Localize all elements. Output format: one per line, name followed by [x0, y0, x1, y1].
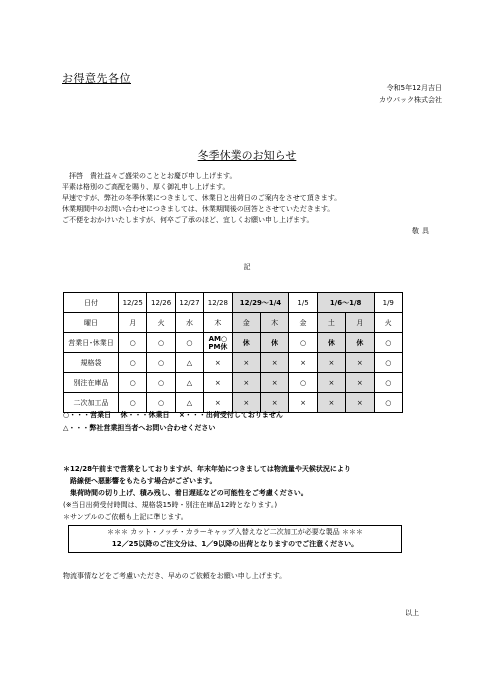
status-cell: ×: [260, 393, 288, 413]
status-cell: ○: [147, 353, 175, 373]
status-cell: ×: [232, 393, 260, 413]
status-cell: ×: [204, 353, 232, 373]
status-cell: ○: [289, 333, 317, 353]
note-line: 集荷時間の切り上げ、積み残し、着日遅延などの可能性をご考慮ください。: [63, 489, 308, 497]
status-cell: ×: [232, 373, 260, 393]
date-cell: 12/29～1/4: [232, 293, 289, 313]
company-name: カウパック株式会社: [379, 96, 442, 104]
status-cell: △: [175, 373, 203, 393]
recipient-heading: お得意先各位: [62, 72, 131, 85]
greeting-line: 平素は格別のご高配を賜り、厚く御礼申し上げます。: [62, 183, 230, 191]
notice-box: [68, 525, 402, 553]
weekday-cell: 木: [204, 313, 232, 333]
status-cell: ×: [232, 353, 260, 373]
date-cell: 1/6～1/8: [317, 293, 374, 313]
weekday-cell: 月: [346, 313, 374, 333]
notice-box-line: 12／25以降のご注文分は、1／9以降の出荷となりますのでご注意ください。: [111, 540, 359, 548]
status-cell: ○: [289, 373, 317, 393]
status-cell: 休: [317, 333, 345, 353]
row-header: 規格袋: [64, 353, 119, 373]
status-cell: ○: [147, 393, 175, 413]
status-cell: ×: [204, 393, 232, 413]
status-cell: △: [175, 353, 203, 373]
date-cell: 12/28: [204, 293, 232, 313]
status-cell: ○: [374, 393, 402, 413]
note-line: ＊12/28午前まで営業をしておりますが、年末年始につきましては物流量や天候状況により: [63, 465, 351, 473]
note-line: 路線便へ悪影響をもたらす場合がございます。: [63, 477, 217, 485]
status-cell: 休: [260, 333, 288, 353]
row-header: 日付: [64, 293, 119, 313]
status-cell: ×: [346, 393, 374, 413]
status-cell: ○: [374, 353, 402, 373]
date-cell: 12/26: [147, 293, 175, 313]
status-cell: AM○ PM休: [204, 333, 232, 353]
table-row: [64, 293, 403, 313]
footer-request: 物流事情などをご考慮いただき、早めのご依頼をお願い申し上げます。: [63, 572, 287, 580]
status-cell: 休: [232, 333, 260, 353]
weekday-cell: 土: [317, 313, 345, 333]
legend-line: △・・・弊社営業担当者へお問い合わせください: [63, 424, 216, 432]
table-row: [64, 353, 403, 373]
greeting-line: ご不便をおかけいたしますが、何卒ご了承のほど、宜しくお願い申し上げます。: [62, 216, 314, 224]
status-cell: ×: [260, 353, 288, 373]
status-cell: ×: [317, 353, 345, 373]
status-cell: ×: [289, 353, 317, 373]
status-cell: ×: [204, 373, 232, 393]
status-cell: ○: [119, 333, 147, 353]
end-marker: 以上: [405, 609, 419, 617]
status-cell: ○: [175, 333, 203, 353]
status-cell: ○: [119, 393, 147, 413]
status-cell: ×: [346, 373, 374, 393]
legend-line: ○・・・営業日 休・・・休業日 ×・・・出荷受付しておりません: [63, 411, 283, 419]
status-cell: ○: [147, 333, 175, 353]
weekday-cell: 火: [374, 313, 402, 333]
status-cell: ×: [317, 373, 345, 393]
status-cell: ○: [374, 373, 402, 393]
status-cell: ○: [374, 333, 402, 353]
row-header: 二次加工品: [64, 393, 119, 413]
ki-marker: 記: [243, 263, 251, 271]
status-cell: ○: [119, 373, 147, 393]
status-cell: ○: [147, 373, 175, 393]
table-row: [64, 333, 403, 353]
row-header: 曜日: [64, 313, 119, 333]
weekday-cell: 水: [175, 313, 203, 333]
table-row: [64, 373, 403, 393]
weekday-cell: 金: [289, 313, 317, 333]
weekday-cell: 火: [147, 313, 175, 333]
status-cell: ×: [260, 373, 288, 393]
date-cell: 12/25: [119, 293, 147, 313]
weekday-cell: 金: [232, 313, 260, 333]
greeting-line: 拝啓 貴社益々ご盛栄のこととお慶び申し上げます。: [62, 172, 237, 180]
greeting-line: 休業期間中のお問い合わせにつきましては、休業期間後の回答とさせていただきます。: [62, 205, 335, 213]
greeting-line: 早速ですが、弊社の冬季休業につきまして、休業日と出荷日のご案内をさせて頂きます。: [62, 194, 342, 202]
notice-title: 冬季休業のお知らせ: [197, 149, 297, 162]
date-cell: 1/9: [374, 293, 402, 313]
status-cell: △: [175, 393, 203, 413]
row-header: 営業日･休業日: [64, 333, 119, 353]
note-line: ＊サンプルのご依頼も上記に準じます。: [63, 513, 188, 521]
holiday-schedule-table: [63, 292, 403, 413]
date-cell: 1/5: [289, 293, 317, 313]
weekday-cell: 木: [260, 313, 288, 333]
row-header: 別注在庫品: [64, 373, 119, 393]
status-cell: 休: [346, 333, 374, 353]
weekday-cell: 月: [119, 313, 147, 333]
table-row: [64, 313, 403, 333]
status-cell: ○: [119, 353, 147, 373]
status-cell: ×: [346, 353, 374, 373]
note-line: (※当日出荷受付時間は、規格袋15時・別注在庫品12時となります。): [63, 501, 278, 509]
status-cell: ×: [317, 393, 345, 413]
notice-box-line: ＊＊＊ カット・ノッチ・カラーキャップ入替えなど二次加工が必要な製品 ＊＊＊: [107, 528, 363, 536]
status-cell: ×: [289, 393, 317, 413]
closing-phrase: 敬具: [412, 227, 432, 235]
date-cell: 12/27: [175, 293, 203, 313]
issue-date: 令和5年12月吉日: [386, 84, 442, 92]
